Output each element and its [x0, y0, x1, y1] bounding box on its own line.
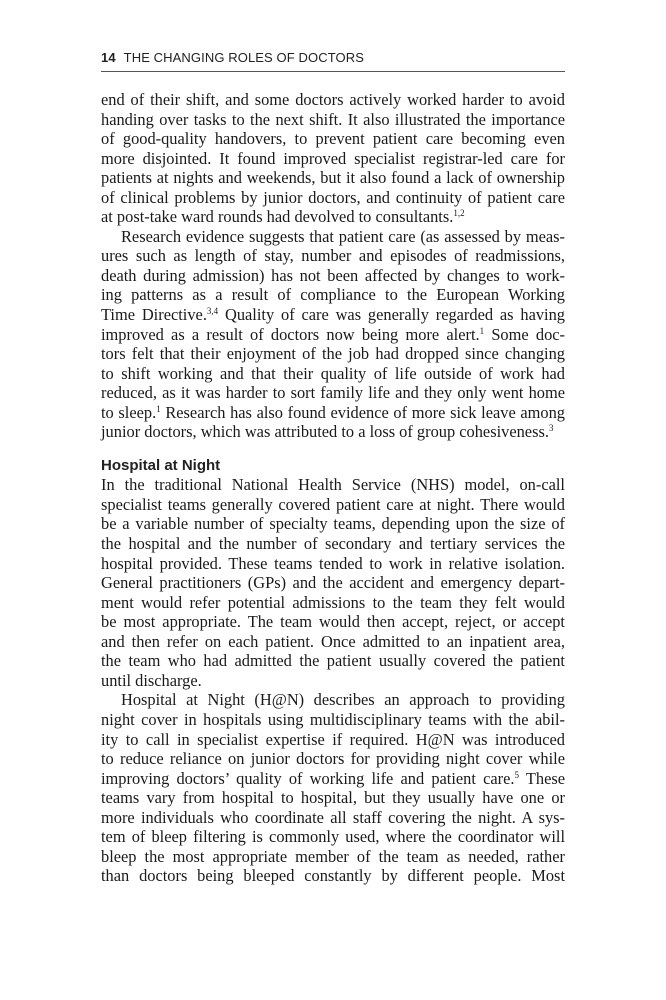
citation: 3: [548, 423, 554, 434]
text-line: than doctors being bleeped constantly by different people. Most: [101, 866, 565, 886]
text-line: [101, 325, 565, 345]
text-segment: improved as a result of doctors now being more alert.: [101, 324, 480, 344]
header-rule: [101, 71, 565, 72]
text-line: specialist teams generally covered patient care at night. There would: [101, 494, 565, 514]
text-line: hospital provided. These teams tended to work in relative isolation.: [101, 553, 565, 573]
paragraph-4: [101, 690, 565, 885]
citation: 1: [156, 403, 161, 414]
text-line: [101, 403, 565, 423]
text-line: Hospital at Night (H@N) describes an approach to providing: [121, 690, 565, 710]
citation: 5: [514, 769, 519, 780]
text-segment: Research has also found evidence of more sick leave among: [160, 402, 565, 422]
text-line: reduced, as it was harder to sort family life and they only went home: [101, 383, 565, 403]
running-header: [101, 50, 565, 65]
text-line: patients at nights and weekends, but it also found a lack of ownership: [101, 168, 565, 188]
text-segment: Time Directive.: [101, 305, 207, 325]
text-segment: improving doctors’ quality of working life and patient care.: [101, 768, 515, 788]
text-line: to reduce reliance on junior doctors for providing night cover while: [101, 749, 565, 769]
text-line: ity to call in specialist expertise if required. H@N was introduced: [101, 729, 565, 749]
text-line: more disjointed. It found improved specialist registrar-led care for: [101, 148, 565, 168]
paragraph-1: [101, 90, 565, 227]
text-line: death during admission) has not been affected by changes to work-: [101, 265, 565, 285]
text-line: tem of bleep filtering is commonly used, where the coordinator will: [101, 827, 565, 847]
text-line: In the traditional National Health Service (NHS) model, on-call: [101, 475, 565, 495]
text-line: ment would refer potential admissions to the team they felt would: [101, 592, 565, 612]
text-line: tors felt that their enjoyment of the job had dropped since changing: [101, 344, 565, 364]
text-segment: at post-take ward rounds had devolved to consultants.: [101, 207, 454, 227]
text-line: General practitioners (GPs) and the accident and emergency depart-: [101, 573, 565, 593]
text-line: teams vary from hospital to hospital, but they usually have one or: [101, 788, 565, 808]
text-line: Research evidence suggests that patient care (as assessed by meas-: [121, 226, 565, 246]
text-line: the team who had admitted the patient usually covered the patient: [101, 651, 565, 671]
citation: 1,2: [453, 208, 465, 219]
text-line: night cover in hospitals using multidisciplinary teams with the abil-: [101, 709, 565, 729]
text-line: [101, 207, 565, 227]
text-line: ing patterns as a result of compliance to the European Working: [101, 285, 565, 305]
text-line: [101, 422, 565, 442]
paragraph-3: [101, 475, 565, 690]
text-segment: Quality of care was generally regarded as having: [218, 305, 565, 325]
text-segment: These: [518, 768, 565, 788]
text-line: of clinical problems by junior doctors, and continuity of patient care: [101, 187, 565, 207]
body-text: [101, 90, 565, 886]
text-line: end of their shift, and some doctors actively worked harder to avoid: [101, 90, 565, 109]
text-line: be a variable number of specialty teams, depending upon the size of: [101, 514, 565, 534]
page-number: 14: [101, 50, 116, 65]
text-segment: junior doctors, which was attributed to a loss of group cohesiveness.: [101, 422, 549, 442]
text-line: to shift working and that their quality of life outside of work had: [101, 363, 565, 383]
text-line: until discharge.: [101, 670, 202, 690]
citation: 3,4: [206, 306, 219, 317]
text-segment: to sleep.: [101, 402, 157, 422]
text-line: [101, 769, 565, 789]
text-line: the hospital and the number of secondary and tertiary services the: [101, 534, 565, 554]
text-line: and then refer on each patient. Once admitted to an inpatient area,: [101, 631, 565, 651]
text-line: [101, 305, 565, 325]
citation: 1: [479, 325, 485, 336]
section-heading: Hospital at Night: [101, 456, 221, 474]
text-line: bleep the most appropriate member of the team as needed, rather: [101, 846, 565, 866]
text-line: of good-quality handovers, to prevent patient care becoming even: [101, 129, 565, 149]
running-title: THE CHANGING ROLES OF DOCTORS: [123, 50, 364, 65]
text-line: ures such as length of stay, number and episodes of readmissions,: [101, 246, 565, 266]
paragraph-2: [101, 227, 565, 442]
text-line: handing over tasks to the next shift. It also illustrated the importance: [101, 109, 565, 129]
text-line: more individuals who coordinate all staff covering the night. A sys-: [101, 807, 565, 827]
text-segment: Some doc-: [484, 324, 565, 344]
text-line: be most appropriate. The team would then accept, reject, or accept: [101, 612, 565, 632]
